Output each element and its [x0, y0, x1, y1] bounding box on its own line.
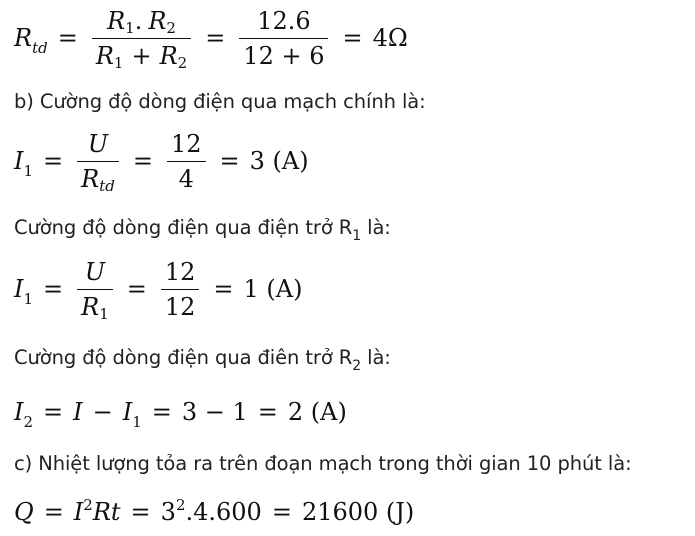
- equation-main-current: [14, 126, 695, 196]
- r2-current-heading: [14, 346, 695, 374]
- equals-sign: =: [57, 24, 78, 52]
- equals-sign: =: [43, 498, 64, 526]
- symbol-r: R: [95, 41, 114, 70]
- eq-lhs: [14, 147, 34, 180]
- eq-lhs: [14, 24, 48, 57]
- fraction-bar: [161, 289, 200, 290]
- fraction-formula: [77, 257, 113, 322]
- eq-lhs: [14, 275, 34, 308]
- equation-equivalent-resistance: [14, 6, 695, 70]
- plus-sign: +: [131, 41, 152, 70]
- symbol-i: I: [122, 398, 133, 426]
- r1-current-heading: [14, 216, 695, 244]
- part-b-heading: b) Cường độ dòng điện qua mạch chính là:: [14, 90, 426, 113]
- subscript-td: td: [99, 176, 115, 195]
- fraction-bar: [77, 161, 119, 162]
- fraction-bar: [239, 38, 328, 39]
- equals-sign: =: [130, 498, 151, 526]
- minus-sign: −: [92, 398, 113, 426]
- subscript: 2: [177, 53, 188, 72]
- equals-sign: =: [132, 147, 153, 175]
- subscript: 1: [113, 53, 124, 72]
- heading-tail: là:: [361, 346, 391, 369]
- result-value: 21600 (J): [301, 498, 415, 526]
- symbol-rt: Rt: [92, 498, 121, 526]
- equals-sign: =: [205, 24, 226, 52]
- symbol-i: I: [14, 275, 24, 303]
- equals-sign: =: [213, 275, 234, 303]
- fraction-denominator: [77, 164, 119, 194]
- subscript: 1: [99, 304, 109, 323]
- term-i1: [122, 398, 142, 431]
- result-value: 4Ω: [372, 24, 408, 52]
- calculation: 3 − 1: [181, 398, 248, 426]
- subscript: 1: [23, 290, 34, 308]
- eq-lhs: [14, 398, 34, 431]
- superscript: 2: [83, 496, 93, 514]
- fraction-formula: [92, 6, 191, 71]
- equation-r1-current: [14, 254, 695, 324]
- symbol-i: I: [73, 498, 84, 526]
- dot: .: [134, 6, 143, 35]
- fraction-numerator: 12: [170, 129, 202, 158]
- heading-text: Cường độ dòng điện qua điên trở R: [14, 346, 353, 369]
- heading-subscript: 2: [352, 358, 362, 374]
- symbol-r: R: [81, 164, 100, 193]
- equation-heat: [14, 492, 695, 532]
- fraction-numerator: 12.6: [257, 6, 311, 35]
- fraction-denominator: [77, 292, 113, 322]
- equals-sign: =: [342, 24, 363, 52]
- base-number: 3: [160, 498, 176, 526]
- heading-tail: là:: [361, 216, 391, 239]
- fraction-numeric: [161, 257, 200, 322]
- fraction-denominator: 4: [178, 164, 194, 193]
- subscript: 1: [132, 413, 142, 431]
- heading-text: Cường độ dòng điện qua điện trở R: [14, 216, 353, 239]
- equals-sign: =: [43, 275, 64, 303]
- fraction-formula: [77, 129, 119, 194]
- symbol-i: I: [14, 147, 24, 175]
- symbol-q: Q: [14, 498, 34, 526]
- fraction-denominator: [92, 41, 191, 71]
- fraction-denominator: 12: [164, 292, 196, 321]
- fraction-numeric: [167, 129, 206, 194]
- symbol-r: R: [107, 6, 126, 35]
- subscript: 2: [23, 413, 34, 431]
- superscript: 2: [175, 496, 186, 514]
- symbol-r: R: [81, 292, 100, 321]
- result-value: 2 (A): [287, 398, 347, 426]
- term-i2rt: [74, 498, 121, 526]
- equals-sign: =: [43, 147, 64, 175]
- equals-sign: =: [219, 147, 240, 175]
- equals-sign: =: [257, 398, 278, 426]
- equals-sign: =: [151, 398, 172, 426]
- equals-sign: =: [43, 398, 64, 426]
- fraction-numerator: 12: [164, 257, 196, 286]
- fraction-numerator: [103, 6, 180, 36]
- equals-sign: =: [271, 498, 292, 526]
- symbol-r: R: [14, 24, 33, 52]
- factors: .4.600: [185, 498, 262, 526]
- equals-sign: =: [126, 275, 147, 303]
- result-value: 3 (A): [249, 147, 309, 175]
- fraction-numerator: U: [84, 257, 106, 286]
- fraction-bar: [77, 289, 113, 290]
- subscript: 1: [125, 18, 135, 37]
- part-c-heading: c) Nhiệt lượng tỏa ra trên đoạn mạch trong thời gian 10 phút là:: [14, 452, 632, 475]
- heading-subscript: 1: [352, 228, 362, 244]
- subscript: 2: [166, 18, 176, 37]
- result-value: 1 (A): [243, 275, 303, 303]
- fraction-bar: [92, 38, 191, 39]
- symbol-i: I: [73, 398, 83, 426]
- calculation: [161, 498, 262, 526]
- symbol-r: R: [159, 41, 178, 70]
- equation-r2-current: [14, 392, 695, 432]
- symbol-r: R: [148, 6, 167, 35]
- fraction-bar: [167, 161, 206, 162]
- subscript-td: td: [32, 39, 48, 57]
- fraction-numerator: U: [87, 129, 109, 158]
- subscript: 1: [23, 162, 34, 180]
- symbol-i: I: [14, 398, 24, 426]
- fraction-denominator: 12 + 6: [243, 41, 325, 70]
- fraction-numeric: [239, 6, 328, 71]
